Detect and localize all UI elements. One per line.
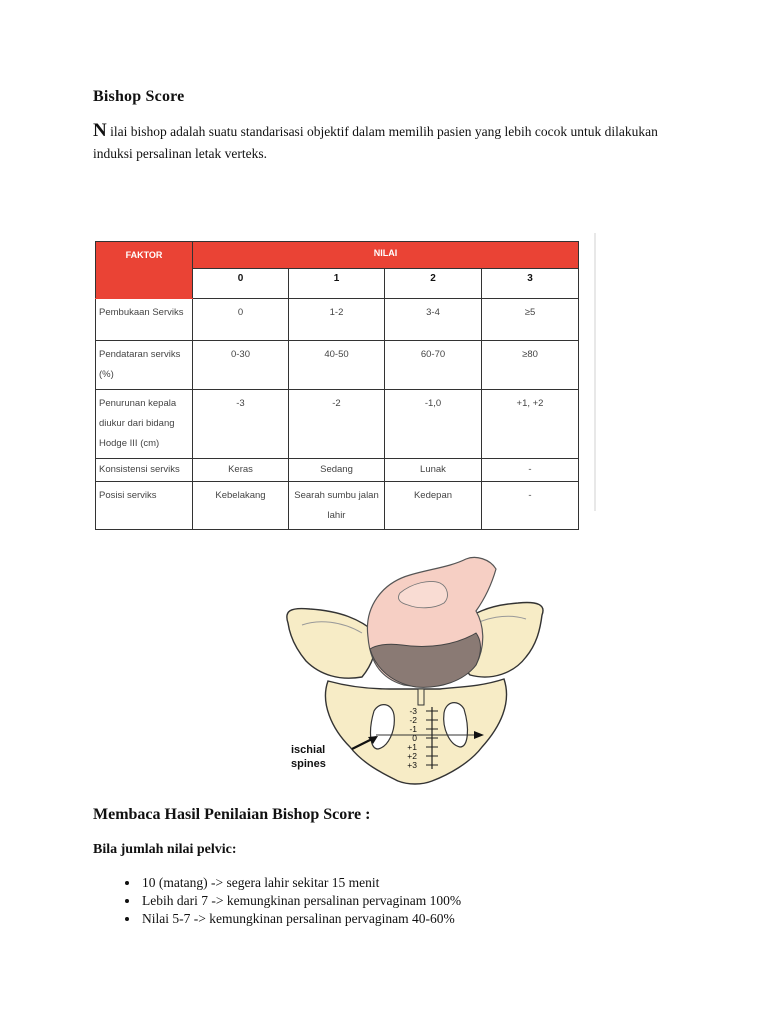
station-label: -3 <box>409 706 417 716</box>
table-row <box>96 459 579 482</box>
station-label: 0 <box>412 733 417 743</box>
value-cell: Searah sumbu jalan lahir <box>289 482 385 530</box>
value-cell: +1, +2 <box>482 390 579 459</box>
value-cell: 1-2 <box>289 299 385 341</box>
factor-cell: Posisi serviks <box>96 482 193 530</box>
station-label: +1 <box>407 742 417 752</box>
table-row <box>96 299 579 341</box>
table-row <box>96 341 579 390</box>
value-cell: Sedang <box>289 459 385 482</box>
value-cell: 0 <box>193 299 289 341</box>
value-cell: 60-70 <box>385 341 482 390</box>
results-list <box>116 874 700 928</box>
ischial-label-line2: spines <box>291 758 326 770</box>
ischial-label-line1: ischial <box>291 744 326 756</box>
pelvis-bone <box>287 609 377 679</box>
factor-cell: Konsistensi serviks <box>96 459 193 482</box>
intro-paragraph <box>93 120 693 165</box>
factor-cell: Pembukaan Serviks <box>96 299 193 341</box>
value-cell: - <box>482 482 579 530</box>
factor-cell: Pendataran serviks (%) <box>96 341 193 390</box>
value-cell: Keras <box>193 459 289 482</box>
intro-dropcap: N <box>93 120 107 141</box>
table-edge-shadow <box>594 233 596 511</box>
value-cell: ≥5 <box>482 299 579 341</box>
list-item: • Nilai 5-7 -> kemungkinan persalinan pervaginam 40-60% <box>140 910 700 928</box>
header-nilai: NILAI <box>193 242 579 269</box>
coccyx <box>418 689 424 705</box>
score-col-1: 1 <box>289 269 385 299</box>
station-label: -1 <box>409 724 417 734</box>
value-cell: -3 <box>193 390 289 459</box>
score-col-3: 3 <box>482 269 579 299</box>
value-cell: ≥80 <box>482 341 579 390</box>
table-row <box>96 390 579 459</box>
table-row <box>96 482 579 530</box>
value-cell: Kedepan <box>385 482 482 530</box>
intro-text: ilai bishop adalah suatu standarisasi objektif dalam memilih pasien yang lebih cocok untuk dilakukan induksi persalinan letak verteks. <box>93 124 658 161</box>
section-title: Membaca Hasil Penilaian Bishop Score : <box>93 806 371 823</box>
value-cell: 3-4 <box>385 299 482 341</box>
bishop-score-table <box>95 241 579 530</box>
value-cell: - <box>482 459 579 482</box>
page-title: Bishop Score <box>93 88 185 105</box>
value-cell: Kebelakang <box>193 482 289 530</box>
score-col-2: 2 <box>385 269 482 299</box>
pelvis-station-illustration <box>280 553 550 793</box>
value-cell: 0-30 <box>193 341 289 390</box>
value-cell: 40-50 <box>289 341 385 390</box>
list-item: • Lebih dari 7 -> kemungkinan persalinan pervaginam 100% <box>140 892 700 910</box>
list-item: • 10 (matang) -> segera lahir sekitar 15 menit <box>140 874 700 892</box>
station-label: +2 <box>407 751 417 761</box>
score-col-0: 0 <box>193 269 289 299</box>
factor-cell: Penurunan kepala diukur dari bidang Hodge III (cm) <box>96 390 193 459</box>
station-label: -2 <box>409 715 417 725</box>
subheading: Bila jumlah nilai pelvic: <box>93 842 237 857</box>
header-faktor: FAKTOR <box>96 242 193 299</box>
table-header-row <box>96 242 579 269</box>
station-label: +3 <box>407 760 417 770</box>
value-cell: Lunak <box>385 459 482 482</box>
value-cell: -1,0 <box>385 390 482 459</box>
value-cell: -2 <box>289 390 385 459</box>
